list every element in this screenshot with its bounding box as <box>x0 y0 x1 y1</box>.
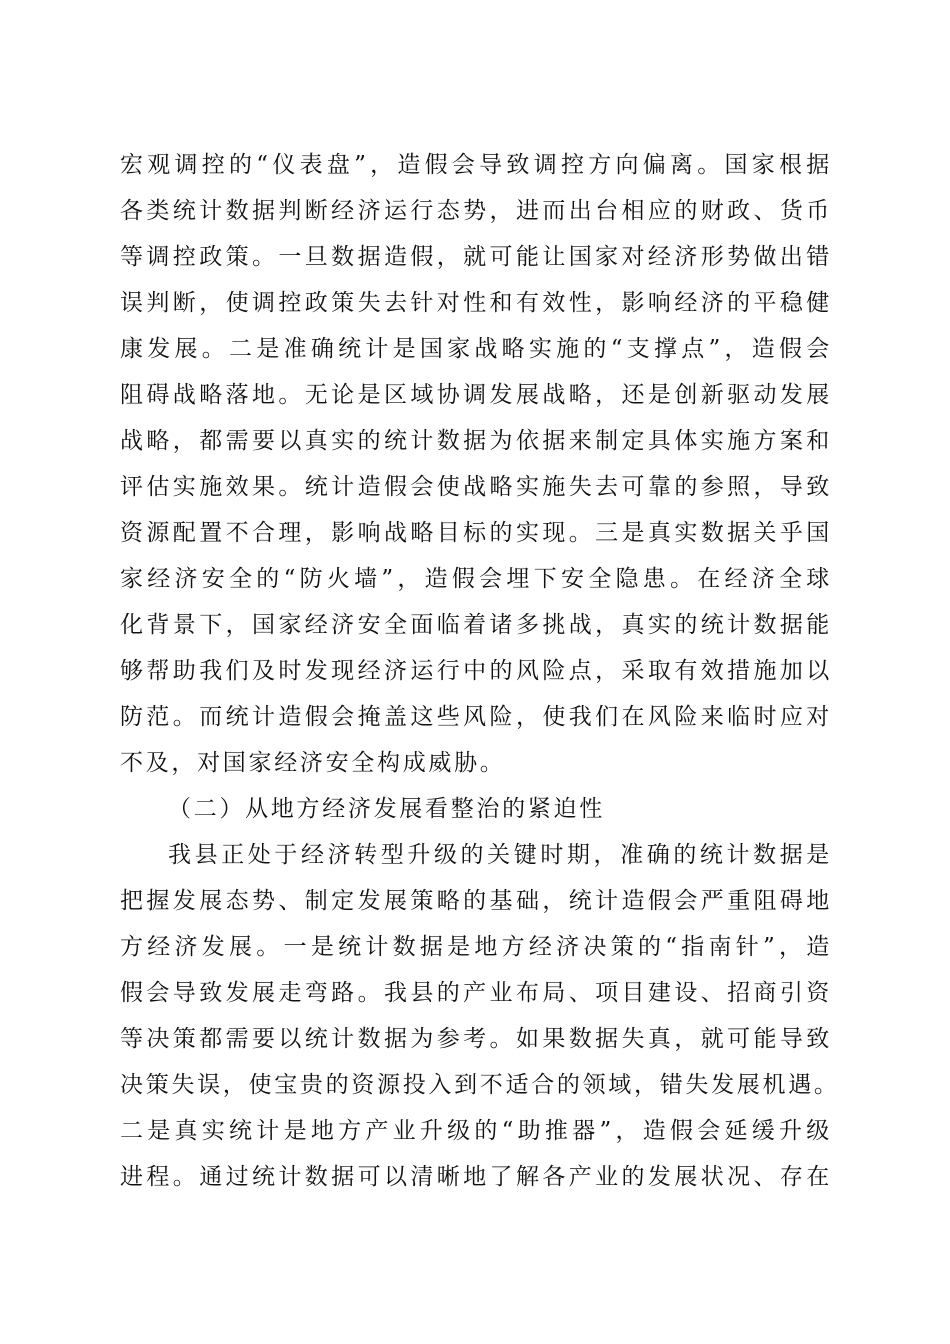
document-page <box>120 142 840 1200</box>
text-line: 康发展。二是准确统计是国家战略实施的“支撑点”，造假会 <box>120 336 832 362</box>
text-line: 方经济发展。一是统计数据是地方经济决策的“指南针”，造 <box>120 934 832 960</box>
text-line: 够帮助我们及时发现经济运行中的风险点，采取有效措施加以 <box>120 658 832 684</box>
text-line: 等调控政策。一旦数据造假，就可能让国家对经济形势做出错 <box>120 244 832 270</box>
text-line: 阻碍战略落地。无论是区域协调发展战略，还是创新驱动发展 <box>120 382 832 408</box>
text-line: 我县正处于经济转型升级的关键时期，准确的统计数据是 <box>168 842 832 868</box>
text-line: 决策失误，使宝贵的资源投入到不适合的领域，错失发展机遇。 <box>120 1072 840 1098</box>
text-line: 把握发展态势、制定发展策略的基础，统计造假会严重阻碍地 <box>120 888 832 914</box>
text-line: 进程。通过统计数据可以清晰地了解各产业的发展状况、存在 <box>120 1164 832 1190</box>
text-line: 等决策都需要以统计数据为参考。如果数据失真，就可能导致 <box>120 1026 832 1052</box>
paragraph-1 <box>120 142 832 786</box>
text-line: 二是真实统计是地方产业升级的“助推器”，造假会延缓升级 <box>120 1118 832 1144</box>
section-heading: （二）从地方经济发展看整治的紧迫性 <box>168 796 605 822</box>
text-line: 防范。而统计造假会掩盖这些风险，使我们在风险来临时应对 <box>120 704 832 730</box>
text-line: 资源配置不合理，影响战略目标的实现。三是真实数据关乎国 <box>120 520 832 546</box>
text-line: 不及，对国家经济安全构成威胁。 <box>120 750 506 776</box>
text-line: 宏观调控的“仪表盘”，造假会导致调控方向偏离。国家根据 <box>120 152 832 178</box>
text-line: 家经济安全的“防火墙”，造假会埋下安全隐患。在经济全球 <box>120 566 832 592</box>
text-line: 误判断，使调控政策失去针对性和有效性，影响经济的平稳健 <box>120 290 832 316</box>
text-line: 战略，都需要以真实的统计数据为依据来制定具体实施方案和 <box>120 428 832 454</box>
text-line: 评估实施效果。统计造假会使战略实施失去可靠的参照，导致 <box>120 474 832 500</box>
paragraph-2 <box>120 832 840 1200</box>
text-line: 各类统计数据判断经济运行态势，进而出台相应的财政、货币 <box>120 198 832 224</box>
text-line: 假会导致发展走弯路。我县的产业布局、项目建设、招商引资 <box>120 980 832 1006</box>
text-line: 化背景下，国家经济安全面临着诸多挑战，真实的统计数据能 <box>120 612 832 638</box>
